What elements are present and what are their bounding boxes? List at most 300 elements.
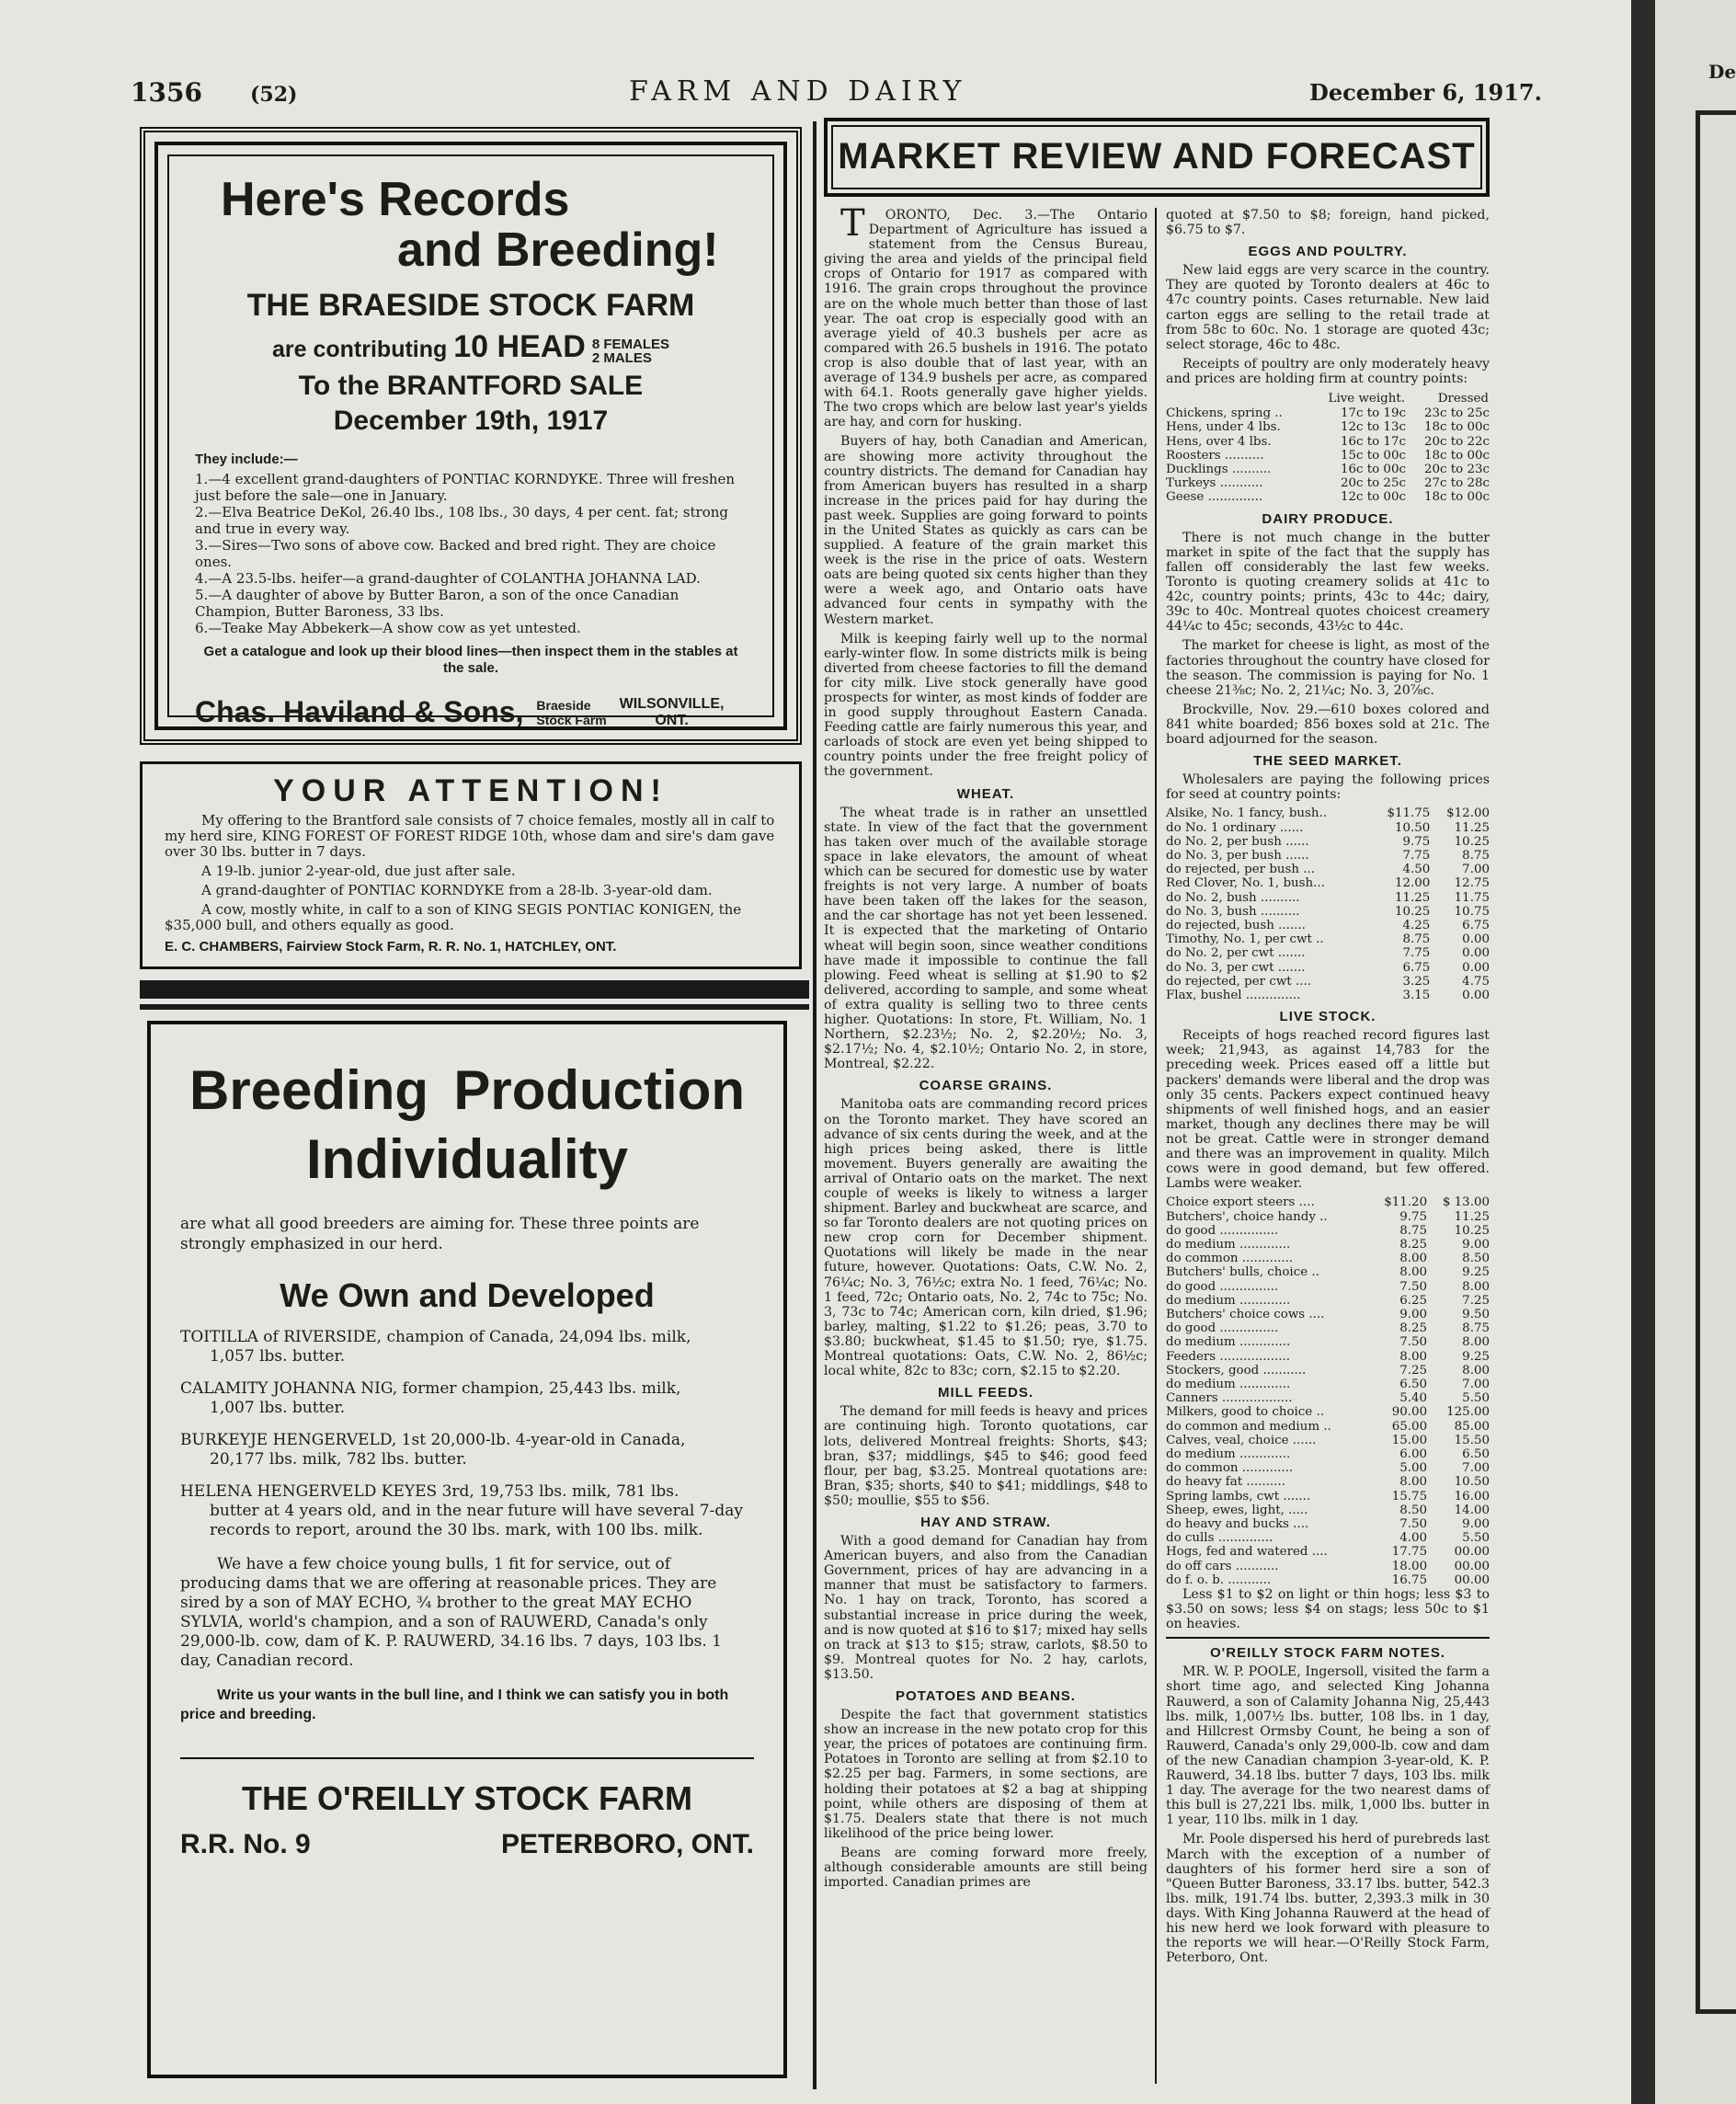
cow-line: 20,177 lbs. milk, 782 lbs. butter. [210,1450,467,1469]
divider [180,1757,754,1759]
table-cell: Butchers', choice handy .. [1166,1209,1328,1224]
table-cell: Sheep, ewes, light, ..... [1166,1503,1308,1517]
table-row [1166,849,1490,863]
table-cell: 20c to 25c [1340,476,1406,491]
cow-line: butter at 4 years old, and in the near future will have several 7-day records to report, around the 30 lbs. mark, with 100 lbs. milk. [210,1502,743,1539]
table-cell: Alsike, No. 1 fancy, bush.. [1166,806,1328,821]
poultry-price-table [1166,391,1490,505]
table-cell: 4.25 [1402,918,1431,932]
ad-signature: E. C. CHAMBERS, Fairview Stock Farm, R. R. No. 1, HATCHLEY, ONT. [165,939,617,955]
table-cell: 11.25 [1454,1209,1490,1224]
table-cell: Hens, over 4 lbs. [1166,434,1272,449]
table-cell: 12.00 [1394,876,1431,891]
table-row [1166,1308,1490,1321]
table-row [1166,1294,1490,1308]
table-cell: 15c to 00c [1340,448,1406,463]
page-number: 1356 [131,77,202,108]
table-row [1166,435,1490,449]
table-cell: 10.25 [1394,904,1431,919]
write-paragraph: Write us your wants in the bull line, and I think we can satisfy you in both price and breeding. [180,1687,729,1722]
section-heading: COARSE GRAINS. [919,1078,1053,1094]
table-cell: 18c to 00c [1423,490,1490,505]
article-paragraph: Manitoba oats are commanding record prices on the Toronto market. They have scored an advance of six cents during the week, and at the high prices being asked, there is little movement. Buyers generally are awaiting the arrival of Ontario oats on the market. The next couple of weeks is likely to witness a larger shipment. Barley and buckwheat are scarce, and so far Toronto dealers are not quoting prices on new crop corn for December shipment. Quotations will likely be made in the near future, however. Quotations: Oats, C.W. No. 2, 76¼c; No. 3, 76½c; extra No. 1 feed, 76¼c; No. 1 feed, 72c; Ontario oats, No. 2, 74c to 75c; No. 3, 73c to 74c; American corn, kiln dried, $1.96; barley, malting, $1.22 to $1.26; peas, 3.70 to $3.80; buckwheat, $1.45 to $1.50; rye, $1.75. Montreal quotations: Oats, C.W. No. 2, 86½c; local white, 82c to 83c; corn, $2.15 to $2.20. [824,1097,1148,1379]
ad-headline: and Breeding! [397,223,719,277]
article-paragraph: Less $1 to $2 on light or thin hogs; less $3 to $3.50 on sows; less $4 on stags; less 50c to $1 on heavies. [1166,1587,1490,1632]
table-cell: 8.75 [1402,932,1431,947]
ad-paragraph: My offering to the Brantford sale consists of 7 choice females, mostly all in calf to my herd sire, KING FOREST OF FOREST RIDGE 10th, whose dam and sire's dam gave over 30 lbs. butter in 7 days. [165,812,775,860]
table-cell: do No. 1 ordinary ...... [1166,820,1304,835]
table-row [1166,1490,1490,1504]
table-cell: 7.25 [1462,1293,1490,1308]
table-row [1166,420,1490,434]
table-cell: do heavy and bucks .... [1166,1516,1309,1531]
table-cell: 15.75 [1391,1489,1428,1504]
signature-name: Chas. Haviland & Sons, [195,695,524,729]
contrib-breakdown [592,337,669,365]
table-cell: 10.50 [1454,1475,1490,1490]
table-cell: 9.25 [1462,1349,1490,1364]
section-heading: DAIRY PRODUCE. [1262,510,1394,527]
table-cell: 12c to 00c [1340,490,1406,505]
place: PETERBORO, ONT. [500,1829,754,1859]
signature-place-line: WILSONVILLE, [619,695,725,712]
table-cell: Geese .............. [1166,490,1263,505]
table-row [1166,1517,1490,1531]
table-cell: 15.00 [1391,1433,1428,1447]
headline-word: Individuality [305,1128,629,1190]
article-paragraph: New laid eggs are very scarce in the country. They are quoted by Toronto dealers at 46c to 47c country points. Cases returnable. New laid carton eggs are selling to the retail trade at from 58c to 60c. No. 1 storage are quoted 43c; select storage, 46c to 48c. [1166,263,1490,352]
section-heading: EGGS AND POULTRY. [1248,244,1408,260]
table-row [1166,449,1490,463]
oreilly-advertisement [147,1021,787,2078]
table-cell: 7.50 [1399,1516,1428,1531]
table-cell: 9.75 [1402,834,1431,849]
table-cell: 20c to 23c [1423,463,1490,477]
table-row [1166,1210,1490,1224]
table-cell: do medium ............. [1166,1446,1291,1461]
article-paragraph: With a good demand for Canadian hay from American buyers, and also from the Canadian Government, prices of hay are advancing in a manner that must be satisfactory to farmers. No. 1 hay on track, Toronto, has scored a substantial increase in price during the week, and is now quoted at $16 to $17; mixed hay sells on track at $13 to $15; straw, carlots, $8.50 to $9. Montreal quotes for No. 2 hay, carlots, $13.50. [824,1534,1148,1682]
list-item: 5.—A daughter of above by Butter Baron, a son of the once Canadian Champion, Butter Baroness, 33 lbs. [195,587,680,621]
table-cell: 8.00 [1462,1363,1490,1378]
signature-farm-line: Stock Farm [536,712,607,727]
table-cell: do off cars ........... [1166,1559,1279,1573]
table-cell: $ 13.00 [1442,1195,1490,1210]
section-heading: MILL FEEDS. [937,1385,1034,1401]
column-header: Dressed [1437,392,1489,406]
table-row [1166,1420,1490,1434]
ad-intro: are what all good breeders are aiming for. These three points are strongly emphasized in our herd. [180,1215,700,1253]
table-row [1166,1475,1490,1489]
market-heading-box [824,118,1490,197]
table-cell: 7.00 [1462,1461,1490,1476]
ad-paragraph: A 19-lb. junior 2-year-old, due just after sale. [201,863,516,879]
table-cell: 10.75 [1454,904,1490,919]
table-row [1166,476,1490,490]
table-cell: 11.25 [1394,890,1431,905]
list-item: 3.—Sires—Two sons of above cow. Backed and bred right. They are choice ones. [195,537,716,571]
table-cell: do medium ............. [1166,1237,1291,1252]
table-cell: 00.00 [1454,1559,1490,1573]
include-list [195,471,747,636]
table-row [1166,1195,1490,1209]
cow-line: TOITILLA of RIVERSIDE, champion of Canada, 24,094 lbs. milk, [180,1328,691,1346]
rural-route: R.R. No. 9 [180,1829,311,1859]
table-cell: 8.50 [1462,1252,1490,1266]
table-cell: 85.00 [1454,1419,1490,1434]
table-cell: 12.75 [1454,876,1490,891]
table-row [1166,1378,1490,1391]
table-cell: Roosters .......... [1166,448,1264,463]
table-cell: do No. 3, bush .......... [1166,904,1300,919]
table-cell: 11.25 [1454,820,1490,835]
table-cell: 20c to 22c [1423,434,1490,449]
table-cell: do rejected, bush ....... [1166,918,1306,932]
table-cell: Hens, under 4 lbs. [1166,420,1281,435]
cow-line: 1,057 lbs. butter. [210,1347,346,1366]
section-heading: HAY AND STRAW. [920,1514,1051,1530]
table-cell: do medium ............. [1166,1377,1291,1391]
article-paragraph: Receipts of hogs reached record figures last week; 21,943, as against 14,783 for the preceding week. Prices eased off a little but packers' demands were liberal and the drop was only 35 cents. Packers expect continued heavy shipments of well finished hogs, and an easier market, though any declines there may be will not be great. Cattle were in stronger demand and there was an improvement in quality. Milch cows were in good demand, but few offered. Lambs were weaker. [1166,1028,1490,1192]
table-cell: 18c to 00c [1423,420,1490,435]
contrib-count: 10 HEAD [453,329,586,365]
article-paragraph: TORONTO, Dec. 3.—The Ontario Department of Agriculture has issued a statement from the Census Bureau, giving the area and yields of the principal field crops of Ontario for 1917 as compared with 1916. The grain crops throughout the province are on the whole much better than those of last year. The oat crop is especially good with an average yield of 40.3 bushels per acre as compared with 26.5 bushels in 1916. The potato crop is also double that of last year, with an average of 134.9 bushels per acre, as compared with 64.1. Roots generally gave higher yields. The two crops which are below last year's yields are hay, and corn for husking. [824,202,1148,430]
table-cell: do rejected, per cwt .... [1166,974,1311,989]
table-cell: do No. 2, bush .......... [1166,890,1300,905]
table-row [1166,863,1490,876]
table-cell: 00.00 [1454,1545,1490,1560]
table-row [1166,1280,1490,1294]
table-cell: 6.75 [1462,918,1490,932]
table-cell: 8.50 [1399,1503,1428,1517]
cow-line: CALAMITY JOHANNA NIG, former champion, 25,443 lbs. milk, [180,1379,681,1398]
table-cell: 7.75 [1402,946,1431,961]
market-column-right [1166,208,1490,1970]
table-row [1166,1461,1490,1475]
table-cell: 12c to 13c [1340,420,1406,435]
table-cell: 16c to 00c [1340,463,1406,477]
table-row [1166,406,1490,420]
market-heading: MARKET REVIEW AND FORECAST [831,125,1482,189]
article-paragraph: MR. W. P. POOLE, Ingersoll, visited the farm a short time ago, and selected King Johanna Rauwerd, a son of Calamity Johanna Nig, 25,443 lbs. milk, 1,007½ lbs. butter, 108 lbs. in 1 day, and Hillcrest Ormsby Count, he being a son of Rauwerd, Canada's only 29,000-lb. cow and dam of the new Canadian champion 3-year-old, K. P. Rauwerd, 34.18 lbs. butter 7 days, 103 lbs. milk 1 day. The average for the two nearest dams of this bull is 27,221 lbs. milk, 1,000 lbs. butter in 1 year, 110 lbs. milk in 1 day. [1166,1664,1490,1828]
table-cell: 8.25 [1399,1321,1428,1336]
table-cell: 5.40 [1399,1391,1428,1406]
section-heading: LIVE STOCK. [1279,1009,1376,1025]
table-row [1166,1321,1490,1335]
table-cell: Ducklings .......... [1166,463,1272,477]
bulls-paragraph: We have a few choice young bulls, 1 fit for service, out of producing dams that we are offering at reasonable prices. They are sired by a son of MAY ECHO, ¾ brother to the great MAY ECHO SYLVIA, world's champion, and a son of RAUWERD, Canada's only 29,000-lb. cow, dam of K. P. RAUWERD, 34.16 lbs. 7 days, 103 lbs. 1 day, Canadian record. [180,1555,722,1670]
column-header: Live weight. [1328,392,1405,406]
list-item: 2.—Elva Beatrice DeKol, 26.40 lbs., 108 lbs., 30 days, 4 per cent. fat; strong and true in every way. [195,504,728,538]
table-cell: 5.50 [1462,1391,1490,1406]
table-cell: 8.75 [1462,848,1490,863]
table-cell: Canners .................. [1166,1391,1293,1406]
cow-line: BURKEYJE HENGERVELD, 1st 20,000-lb. 4-year-old in Canada, [180,1431,686,1449]
signature-farm-line: Braeside [536,697,591,713]
article-paragraph: Wholesalers are paying the following prices for seed at country points: [1166,772,1490,803]
stock-rows [1166,1195,1490,1587]
table-cell: 27c to 28c [1423,476,1490,491]
article-paragraph: Beans are coming forward more freely, although considerable amounts are still being imported. Canadian primes are [824,1845,1148,1891]
ad-farm-name: THE O'REILLY STOCK FARM [242,1779,692,1817]
table-cell: do medium ............. [1166,1335,1291,1350]
table-cell: Flax, bushel .............. [1166,988,1301,1002]
table-cell: 18.00 [1391,1559,1428,1573]
signature-farm [536,698,606,727]
table-cell: 0.00 [1462,960,1490,975]
table-cell: do good ............... [1166,1321,1279,1336]
ad-signature [195,695,747,729]
table-cell: 7.75 [1402,848,1431,863]
table-cell: Stockers, good ........... [1166,1363,1307,1378]
table-cell: 8.75 [1462,1321,1490,1336]
table-cell: do culls .............. [1166,1531,1273,1546]
article-paragraph: quoted at $7.50 to $8; foreign, hand picked, $6.75 to $7. [1166,208,1490,238]
table-row [1166,1224,1490,1238]
section-heading: THE SEED MARKET. [1253,753,1402,770]
table-row [1166,1391,1490,1405]
section-heading: POTATOES AND BEANS. [896,1688,1076,1704]
table-cell: 90.00 [1391,1405,1428,1420]
divider [140,1004,809,1010]
table-cell: 15.50 [1454,1433,1490,1447]
table-row [1166,821,1490,835]
table-cell: 14.00 [1454,1503,1490,1517]
ad-sale-date: December 19th, 1917 [333,406,609,437]
table-cell: 8.00 [1462,1279,1490,1294]
table-row [1166,463,1490,476]
table-row [1166,975,1490,989]
ad-headline: YOUR ATTENTION! [273,773,668,808]
ad-paragraph: A grand-daughter of PONTIAC KORNDYKE from a 28-lb. 3-year-old dam. [201,882,713,898]
table-row [1166,1560,1490,1573]
article-paragraph: Receipts of poultry are only moderately heavy and prices are holding firm at country points: [1166,356,1490,386]
table-row [1166,1252,1490,1265]
table-cell: 9.25 [1462,1265,1490,1280]
table-cell: Milkers, good to choice .. [1166,1405,1324,1420]
table-cell: do good ............... [1166,1223,1279,1238]
table-cell: 7.50 [1399,1335,1428,1350]
article-paragraph: Brockville, Nov. 29.—610 boxes colored and 841 white boarded; 856 boxes sold at 21c. The board adjourned for the season. [1166,702,1490,747]
table-cell: do common and medium .. [1166,1419,1331,1434]
livestock-price-table [1166,1195,1490,1587]
table-cell: 4.00 [1399,1531,1428,1546]
table-cell: $11.20 [1384,1195,1428,1210]
table-cell: do No. 3, per bush ...... [1166,848,1309,863]
table-cell: 17c to 19c [1340,406,1406,421]
table-cell: 5.50 [1462,1531,1490,1546]
table-cell: 6.25 [1399,1293,1428,1308]
table-cell: 6.75 [1402,960,1431,975]
table-cell: 8.00 [1399,1349,1428,1364]
table-cell: 6.50 [1462,1446,1490,1461]
table-cell: 8.00 [1399,1265,1428,1280]
cow-line: 1,007 lbs. butter. [210,1399,346,1417]
contrib-text: are contributing [272,337,448,363]
table-row [1166,1350,1490,1364]
table-cell: Choice export steers .... [1166,1195,1315,1210]
table-row [1166,490,1490,504]
section-heading: WHEAT. [956,785,1015,802]
table-header-row [1166,391,1490,406]
table-row [1166,946,1490,960]
cow-record [180,1328,754,1366]
ad-farm-name: THE BRAESIDE STOCK FARM [246,288,695,324]
article-paragraph: Milk is keeping fairly well up to the normal early-winter flow. In some districts milk is being diverted from cheese factories to fill the demand for city milk. Live stock generally have good prospects for winter, as most kinds of fodder are in good supply throughout Eastern Canada. Feeding cattle are fairly numerous this year, and carloads of stock are even yet being shipped to country points under the free freight policy of the government. [824,631,1148,780]
table-cell: 16.00 [1454,1489,1490,1504]
table-cell: 3.25 [1402,974,1431,989]
article-paragraph: Buyers of hay, both Canadian and American, are showing more activity throughout the country districts. The demand for Canadian hay from American buyers has resulted in a sharp increase in the prices paid for hay during the past week. Supplies are going forward to points in the United States as quickly as cars can be supplied. A feature of the grain market this week is the rise in the price of oats. Western oats are being quoted six cents higher than they were a week ago, and Ontario oats have advanced four cents in sympathy with the Western market. [824,434,1148,627]
table-cell: 17.75 [1391,1545,1428,1560]
table-cell: 9.50 [1462,1307,1490,1321]
issue-date: December 6, 1917. [1309,79,1542,106]
table-cell: $12.00 [1446,806,1490,821]
table-row [1166,835,1490,849]
signature-place [620,696,725,729]
table-cell: 16c to 17c [1340,434,1406,449]
table-cell: do common ............. [1166,1252,1294,1266]
include-label: They include:— [195,452,298,468]
males-count: 2 MALES [591,349,652,366]
table-cell: 23c to 25c [1423,406,1490,421]
market-column-left [824,202,1148,1894]
list-item: 4.—A 23.5-lbs. heifer—a grand-daughter of COLANTHA JOHANNA LAD. [195,570,701,588]
females-count: 8 FEMALES [591,336,669,352]
table-cell: 9.00 [1462,1237,1490,1252]
table-row [1166,1545,1490,1559]
table-cell: 0.00 [1462,946,1490,961]
table-cell: 9.75 [1399,1209,1428,1224]
list-item: 1.—4 excellent grand-daughters of PONTIAC KORNDYKE. Three will freshen just before the sale—one in January. [195,471,736,505]
table-cell: Butchers' bulls, choice .. [1166,1265,1319,1280]
table-cell: 7.00 [1462,1377,1490,1391]
table-cell: do No. 2, per bush ...... [1166,834,1309,849]
table-cell: 9.00 [1462,1516,1490,1531]
table-row [1166,1405,1490,1419]
adjacent-page-edge [1655,0,1736,2104]
table-cell: 10.50 [1394,820,1431,835]
sub-page-number: (52) [250,83,298,107]
divider [1166,1637,1490,1639]
table-cell: 8.00 [1399,1252,1428,1266]
table-row [1166,1434,1490,1447]
table-cell: 6.50 [1399,1377,1428,1391]
table-cell: do heavy fat .......... [1166,1475,1285,1490]
table-cell: 8.25 [1399,1237,1428,1252]
table-cell: do No. 3, per cwt ....... [1166,960,1306,975]
catalogue-note: Get a catalogue and look up their blood lines—then inspect them in the stables at the sale. [203,644,738,677]
adjacent-page-frame [1696,110,1736,2014]
table-cell: 4.75 [1462,974,1490,989]
table-row [1166,806,1490,820]
table-row [1166,989,1490,1002]
table-cell: Chickens, spring .. [1166,406,1283,421]
cow-record [180,1482,754,1540]
ad-sale-name: To the BRANTFORD SALE [298,371,644,402]
column-rule [813,121,817,2089]
ad-paragraph: A cow, mostly white, in calf to a son of KING SEGIS PONTIAC KONIGEN, the $35,000 bull, and others equally as good. [165,901,742,933]
table-row [1166,1238,1490,1252]
table-row [1166,1531,1490,1545]
article-paragraph: The market for cheese is light, as most of the factories throughout the country have closed for the season. The commission is paying for No. 1 cheese 21⅜c; No. 2, 21¼c; No. 3, 20⅞c. [1166,638,1490,698]
table-cell: 8.00 [1399,1475,1428,1490]
section-heading: O'REILLY STOCK FARM NOTES. [1210,1645,1445,1662]
table-cell: do rejected, per bush ... [1166,863,1316,877]
table-cell: Hogs, fed and watered .... [1166,1545,1328,1560]
table-cell: do f. o. b. ........... [1166,1572,1272,1587]
table-cell: do medium ............. [1166,1293,1291,1308]
table-cell: Calves, veal, choice ...... [1166,1433,1317,1447]
table-cell: 9.00 [1399,1307,1428,1321]
table-cell: 10.25 [1454,834,1490,849]
table-cell [1166,391,1308,406]
table-cell: 8.00 [1462,1335,1490,1350]
table-cell: 5.00 [1399,1461,1428,1476]
table-cell: do common ............. [1166,1461,1294,1476]
ad-contribution [195,329,747,365]
ad-subheading: We Own and Developed [280,1276,655,1314]
poultry-rows [1166,406,1490,504]
table-cell: 10.25 [1454,1223,1490,1238]
seed-price-table [1166,806,1490,1002]
adjacent-page-text: De [1708,61,1736,83]
headline-word: Production [453,1059,745,1121]
ad-headline: Here's Records [221,173,570,226]
table-cell: $11.75 [1387,806,1431,821]
table-cell: 0.00 [1462,988,1490,1002]
article-paragraph: Despite the fact that government statistics show an increase in the new potato crop for this year, the prices of potatoes are continuing firm. Potatoes in Toronto are selling at from $2.10 to $2.25 per bag. Farmers, in some sections, are holding their potatoes at $2 a bag at shipping point, while others are disposing of them at $1.75. Dealers state that there is not much likelihood of the price being lower. [824,1708,1148,1841]
ad-address [180,1829,754,1860]
divider [140,980,809,999]
table-row [1166,891,1490,905]
table-cell: 7.00 [1462,863,1490,877]
signature-place-line: ONT. [655,712,689,728]
table-cell: Red Clover, No. 1, bush... [1166,876,1325,891]
table-cell: 7.25 [1399,1363,1428,1378]
table-row [1166,876,1490,890]
list-item: 6.—Teake May Abbekerk—A show cow as yet untested. [195,620,581,637]
table-cell: 0.00 [1462,932,1490,947]
cow-record [180,1431,754,1469]
table-cell: 11.75 [1454,890,1490,905]
table-row [1166,1504,1490,1517]
article-paragraph: There is not much change in the butter market in spite of the fact that the supply has fallen off considerably the last few weeks. Toronto is quoting creamery solids at 41c to 42c, country points; prints, 43c to 44c; dairy, 39c to 40c. Montreal quotes choicest creamery 44¼c to 45c; seconds, 43½c to 44c. [1166,530,1490,635]
table-cell: 18c to 00c [1423,448,1490,463]
table-row [1166,1447,1490,1461]
table-row [1166,919,1490,932]
table-row [1166,1364,1490,1378]
table-cell: Turkeys ........... [1166,476,1263,491]
cow-record [180,1379,754,1418]
seed-rows [1166,806,1490,1002]
braeside-advertisement [140,127,802,745]
table-row [1166,932,1490,946]
table-row [1166,961,1490,975]
table-row [1166,905,1490,919]
table-cell: 4.50 [1402,863,1431,877]
attention-advertisement [140,761,802,969]
ad-headline [180,1056,754,1194]
headline-word: Breeding [189,1059,429,1121]
table-cell: 16.75 [1391,1572,1428,1587]
article-paragraph: Mr. Poole dispersed his herd of purebreds last March with the exception of a number of daughters of his former herd sire a son of "Queen Butter Baroness, 33.17 lbs. butter, 542.3 lbs. milk, 191.74 lbs. butter, 2,393.3 milk in 30 days. With King Johanna Rauwerd at the head of his new herd we look forward with pleasure to the reports we will hear.—O'Reilly Stock Farm, Peterboro, Ont. [1166,1832,1490,1966]
table-cell: Spring lambs, cwt ....... [1166,1489,1311,1504]
cow-line: HELENA HENGERVELD KEYES 3rd, 19,753 lbs. milk, 781 lbs. [180,1482,680,1501]
table-cell: Timothy, No. 1, per cwt .. [1166,932,1324,947]
masthead-title: FARM AND DAIRY [629,75,967,108]
table-cell: do good ............... [1166,1279,1279,1294]
table-cell: Feeders .................. [1166,1349,1291,1364]
table-cell: 7.50 [1399,1279,1428,1294]
